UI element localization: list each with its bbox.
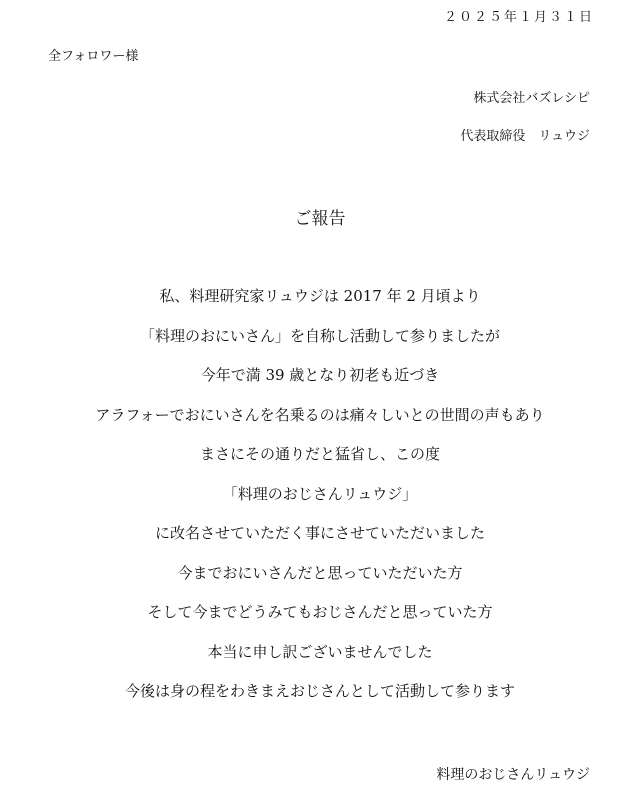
document-date: ２０２５年１月３１日 — [443, 10, 594, 25]
body-line: 「料理のおにいさん」を自称し活動して参りましたが — [139, 326, 500, 345]
body-line: 今年で満 39 歳となり初老も近づき — [200, 366, 440, 384]
body-line: まさにその通りだと猛省し、この度 — [199, 445, 440, 463]
body-line: アラフォーでおにいさんを名乗るのは痛々しいとの世間の声もあり — [95, 405, 545, 424]
body-line: 今後は身の程をわきまえおじさんとして活動して参ります — [124, 682, 515, 700]
body-line: 本当に申し訳ございませんでした — [207, 642, 433, 661]
document-title: ご報告 — [294, 209, 346, 229]
company-name: 株式会社バズレシピ — [473, 91, 590, 106]
body-line: 私、料理研究家リュウジは 2017 年 2 月頃より — [159, 287, 481, 305]
announcement-body — [0, 286, 640, 721]
body-line: そして今までどうみてもおじさんだと思っていた方 — [147, 603, 493, 621]
representative-line: 代表取締役 リュウジ — [460, 129, 590, 144]
body-line: 「料理のおじさんリュウジ」 — [222, 484, 418, 503]
recipient-line: 全フォロワー様 — [48, 49, 139, 64]
signature: 料理のおじさんリュウジ — [436, 767, 590, 783]
body-line: 今までおにいさんだと思っていただいた方 — [177, 563, 463, 582]
body-line: に改名させていただく事にさせていただいました — [154, 524, 485, 542]
